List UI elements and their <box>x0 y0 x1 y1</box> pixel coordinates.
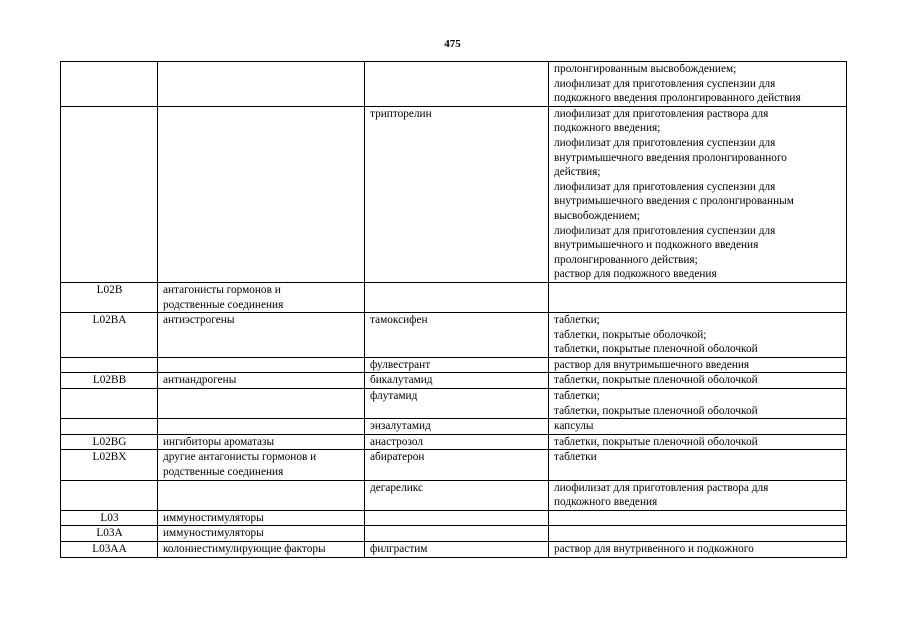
forms-cell <box>549 373 847 389</box>
group-line: родственные соединения <box>163 466 284 479</box>
table-row <box>61 542 847 558</box>
form-line: таблетки, покрытые пленочной оболочкой <box>554 374 758 387</box>
atc-code-cell: L02BB <box>61 373 158 389</box>
form-line: лиофилизат для приготовления раствора для <box>554 481 769 494</box>
group-cell <box>158 450 365 480</box>
forms-cell <box>549 106 847 282</box>
table-row <box>61 373 847 389</box>
group-cell <box>158 542 365 558</box>
form-line: внутримышечного введения с пролонгированным <box>554 195 794 208</box>
atc-code-cell: L03A <box>61 526 158 542</box>
form-line: внутримышечного и подкожного введения <box>554 239 759 252</box>
form-line: подкожного введения пролонгированного действия <box>554 92 801 105</box>
atc-code-cell <box>61 419 158 435</box>
group-line: колониестимулирующие факторы <box>163 543 326 555</box>
group-line: антагонисты гормонов и <box>163 283 281 296</box>
group-cell <box>158 510 365 526</box>
drug-cell: флутамид <box>365 389 549 419</box>
table-row <box>61 434 847 450</box>
drug-cell: абиратерон <box>365 450 549 480</box>
group-cell <box>158 389 365 419</box>
forms-cell <box>549 510 847 526</box>
group-cell <box>158 419 365 435</box>
page-number: 475 <box>444 38 461 50</box>
form-line: лиофилизат для приготовления суспензии для <box>554 180 776 193</box>
drug-cell <box>365 62 549 107</box>
forms-cell <box>549 389 847 419</box>
form-line: таблетки, покрытые пленочной оболочкой <box>554 404 758 417</box>
table-row <box>61 526 847 542</box>
form-line: пролонгированного действия; <box>554 253 698 266</box>
group-line: антиандрогены <box>163 374 237 387</box>
drug-table <box>60 61 847 558</box>
group-line: антиэстрогены <box>163 314 235 327</box>
forms-cell <box>549 526 847 542</box>
drug-cell <box>365 282 549 312</box>
group-cell <box>158 434 365 450</box>
atc-code-cell <box>61 62 158 107</box>
group-cell <box>158 357 365 373</box>
group-line: ингибиторы ароматазы <box>163 435 275 448</box>
table-row <box>61 450 847 480</box>
group-cell <box>158 373 365 389</box>
form-line: таблетки <box>554 451 597 464</box>
forms-cell <box>549 480 847 510</box>
atc-code-cell <box>61 106 158 282</box>
forms-cell <box>549 282 847 312</box>
table-row <box>61 106 847 282</box>
drug-cell <box>365 526 549 542</box>
table-row <box>61 62 847 107</box>
drug-cell: энзалутамид <box>365 419 549 435</box>
form-line: лиофилизат для приготовления суспензии для <box>554 136 776 149</box>
form-line: лиофилизат для приготовления раствора для <box>554 107 769 120</box>
drug-cell: анастрозол <box>365 434 549 450</box>
drug-cell <box>365 510 549 526</box>
drug-cell: тамоксифен <box>365 313 549 358</box>
atc-code-cell <box>61 389 158 419</box>
form-line: таблетки; <box>554 314 600 327</box>
form-line: таблетки; <box>554 390 600 403</box>
group-cell <box>158 526 365 542</box>
atc-code-cell: L03AA <box>61 542 158 558</box>
atc-code-cell: L02BG <box>61 434 158 450</box>
table-row <box>61 419 847 435</box>
table-row <box>61 357 847 373</box>
atc-code-cell: L02BX <box>61 450 158 480</box>
form-line: раствор для внутривенного и подкожного <box>554 543 754 555</box>
form-line: раствор для подкожного введения <box>554 268 717 281</box>
atc-code-cell: L03 <box>61 510 158 526</box>
group-cell <box>158 106 365 282</box>
forms-cell <box>549 62 847 107</box>
form-line: капсулы <box>554 420 594 433</box>
group-cell <box>158 62 365 107</box>
atc-code-cell: L02BA <box>61 313 158 358</box>
form-line: действия; <box>554 166 601 179</box>
drug-cell: дегареликс <box>365 480 549 510</box>
group-cell <box>158 313 365 358</box>
forms-cell <box>549 450 847 480</box>
group-line: иммуностимуляторы <box>163 527 264 540</box>
drug-cell: трипторелин <box>365 106 549 282</box>
atc-code-cell <box>61 357 158 373</box>
form-line: подкожного введения; <box>554 122 661 135</box>
group-cell <box>158 480 365 510</box>
group-line: другие антагонисты гормонов и <box>163 451 317 464</box>
form-line: таблетки, покрытые пленочной оболочкой <box>554 343 758 356</box>
form-line: лиофилизат для приготовления суспензии для <box>554 224 776 237</box>
atc-code-cell: L02B <box>61 282 158 312</box>
table-row <box>61 510 847 526</box>
form-line: таблетки, покрытые оболочкой; <box>554 328 707 341</box>
atc-code-cell <box>61 480 158 510</box>
forms-cell <box>549 434 847 450</box>
group-line: иммуностимуляторы <box>163 511 264 524</box>
table-row <box>61 282 847 312</box>
form-line: внутримышечного введения пролонгированного <box>554 151 787 164</box>
drug-cell: бикалутамид <box>365 373 549 389</box>
form-line: пролонгированным высвобождением; <box>554 63 737 75</box>
drug-cell: фулвестрант <box>365 357 549 373</box>
form-line: лиофилизат для приготовления суспензии для <box>554 77 776 90</box>
table-row <box>61 389 847 419</box>
group-line: родственные соединения <box>163 298 284 311</box>
forms-cell <box>549 419 847 435</box>
form-line: раствор для внутримышечного введения <box>554 358 750 371</box>
form-line: таблетки, покрытые пленочной оболочкой <box>554 435 758 448</box>
form-line: подкожного введения <box>554 496 658 509</box>
drug-cell: филграстим <box>365 542 549 558</box>
forms-cell <box>549 357 847 373</box>
forms-cell <box>549 313 847 358</box>
table-row <box>61 480 847 510</box>
table-body <box>61 62 847 558</box>
group-cell <box>158 282 365 312</box>
table-row <box>61 313 847 358</box>
forms-cell <box>549 542 847 558</box>
form-line: высвобождением; <box>554 209 640 222</box>
